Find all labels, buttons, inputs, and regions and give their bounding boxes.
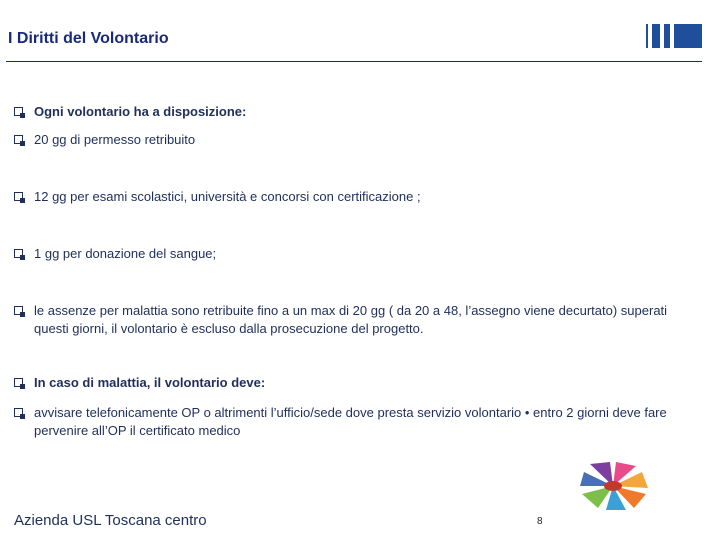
page-title: I Diritti del Volontario [8, 30, 169, 47]
list-item-text: 12 gg per esami scolastici, università e concorsi con certificazione ; [34, 189, 421, 204]
square-bullet-icon [14, 378, 23, 387]
list-item-text: 1 gg per donazione del sangue; [34, 246, 217, 261]
list-item [14, 302, 674, 338]
square-bullet-icon [14, 306, 23, 315]
volunteer-wheel-logo [576, 462, 650, 510]
list-item [14, 245, 674, 263]
list-item-text: avvisare telefonicamente OP o altrimenti l’ufficio/sede dove presta servizio volontario • entro 2 giorni deve fare pervenire all’OP il certificato medico [34, 405, 667, 438]
footer-organization: Azienda USL Toscana centro [14, 512, 207, 529]
square-bullet-icon [14, 249, 23, 258]
list-item-text: 20 gg di permesso retribuito [34, 132, 196, 147]
list-item-text: le assenze per malattia sono retribuite fino a un max di 20 gg ( da 20 a 48, l’assegno viene decurtato) superati questi giorni, il volontario è escluso dalla prosecuzione del progetto. [34, 303, 668, 336]
list-item [14, 374, 674, 392]
title-divider [6, 61, 702, 62]
square-bullet-icon [14, 107, 23, 116]
square-bullet-icon [14, 408, 23, 417]
square-bullet-icon [14, 192, 23, 201]
page-number: 8 [537, 516, 543, 527]
list-item [14, 404, 674, 440]
logo-icon [646, 24, 702, 48]
list-item [14, 131, 674, 149]
square-bullet-icon [14, 135, 23, 144]
list-item [14, 188, 674, 206]
list-item-text: In caso di malattia, il volontario deve: [34, 375, 266, 390]
list-item [14, 103, 674, 121]
list-item-text: Ogni volontario ha a disposizione: [34, 104, 247, 119]
